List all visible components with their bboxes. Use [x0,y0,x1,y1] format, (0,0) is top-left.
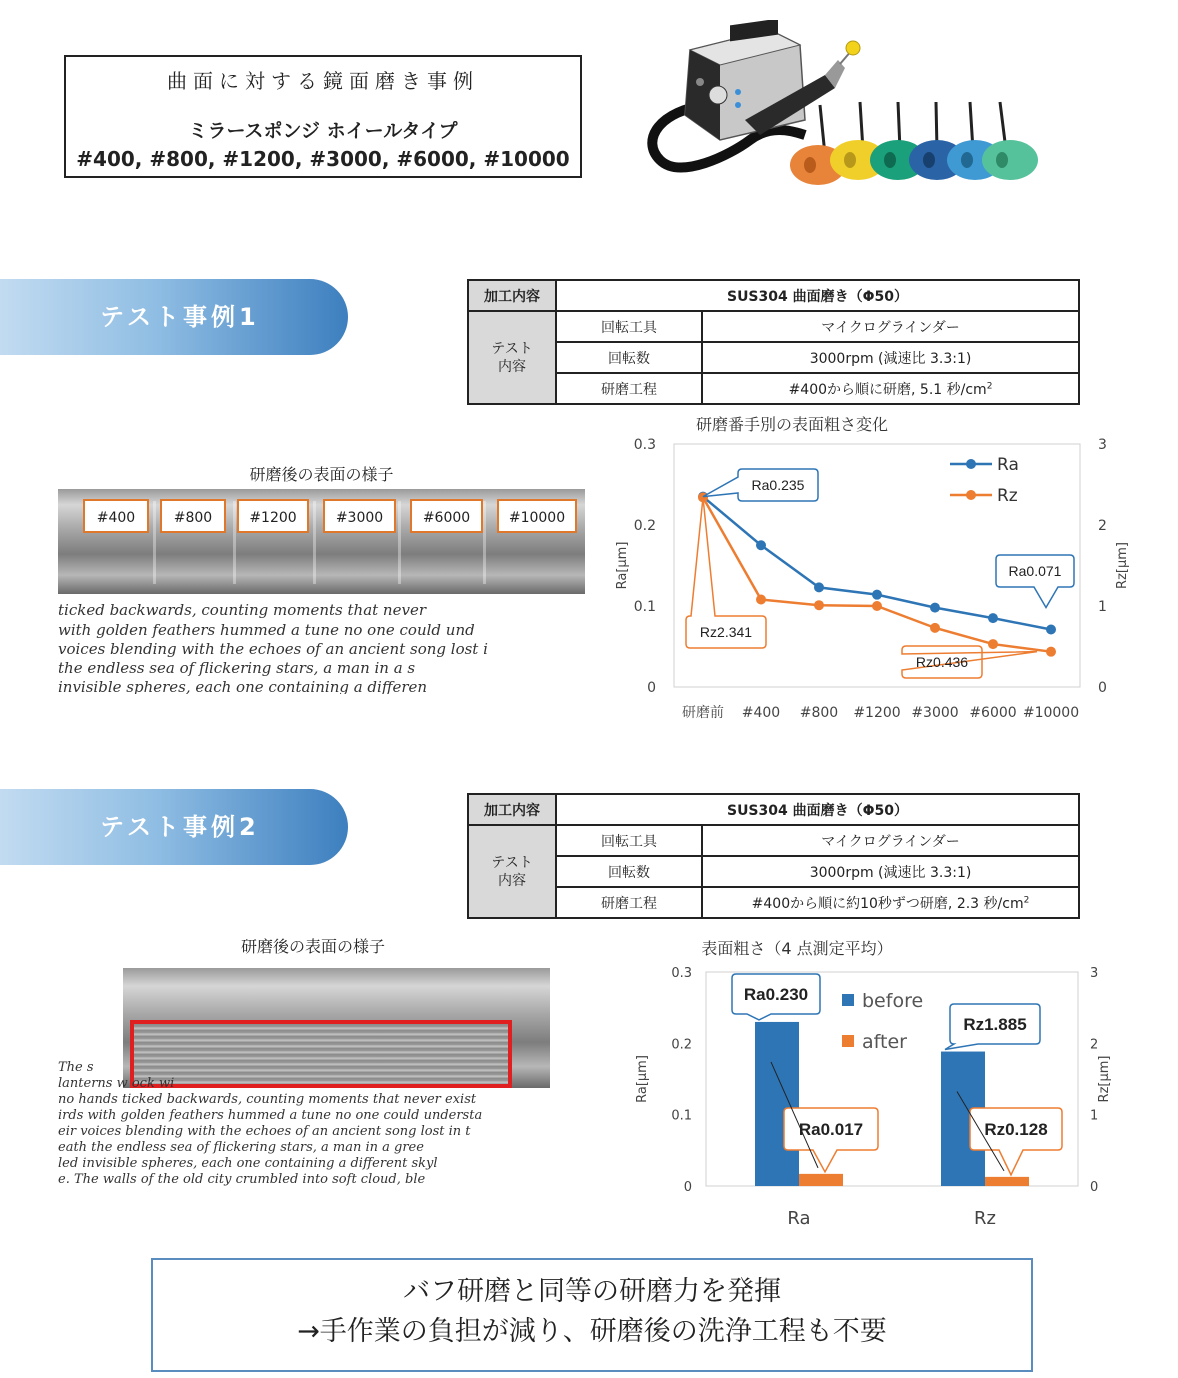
legend-label: Ra [997,455,1019,475]
case2-surface-photo [58,968,568,1186]
table-value: #400から順に約10秒ずつ研磨, 2.3 秒$/cm^2$ [702,887,1079,918]
y-tick-label: 0.2 [633,518,656,534]
table-key: 回転工具 [556,825,702,856]
x-tick-label: #6000 [969,705,1017,721]
data-point-Ra [814,582,824,592]
table-group-label: テスト 内容 [468,311,556,404]
callout-label: Ra0.235 [751,477,805,494]
y2-tick-label: 3 [1090,966,1099,981]
title-box [64,55,582,178]
table-key: 研磨工程 [556,887,702,918]
roughness-line-chart [600,410,1160,730]
legend-marker [966,490,976,500]
data-point-Rz [756,595,766,605]
callout-label: Rz1.885 [963,1015,1027,1035]
photo-text-line: lanterns w ock wi [58,1076,175,1091]
legend-marker [966,459,976,469]
x-tick-label: Rz [974,1208,996,1229]
conclusion-line-1: バフ研磨と同等の研磨力を発揮 [403,1276,781,1307]
x-tick-label: Ra [787,1208,811,1229]
case1-photo-caption: 研磨後の表面の様子 [249,465,394,484]
y-tick-label: 0.3 [671,966,692,981]
legend-swatch [842,1035,854,1047]
callout-label: Rz2.341 [699,624,753,641]
x-tick-label: 研磨前 [682,705,724,721]
bar-after [985,1177,1029,1186]
data-point-Ra [988,613,998,623]
data-point-Ra [872,590,882,600]
photo-text-line: the endless sea of flickering stars, a man in a s [58,659,416,677]
y2-tick-label: 0 [1098,680,1107,696]
photo-text-line: e. The walls of the old city crumbled into soft cloud, ble [58,1172,426,1186]
legend-label: Rz [997,486,1018,506]
photo-text-line: no hands ticked backwards, counting moments that never exist [58,1092,477,1107]
table-key: 回転工具 [556,311,702,342]
table-value: #400から順に研磨, 5.1 秒$/cm^2$ [702,373,1079,404]
y-tick-label: 0 [683,1180,692,1195]
table-header-value: SUS304 曲面磨き（Φ50） [556,280,1079,311]
conclusion-box [151,1258,1033,1372]
table-group-label: テスト 内容 [468,825,556,918]
grit-label: #6000 [410,499,483,533]
grit-list: #400, #800, #1200, #3000, #6000, #10000 [76,147,570,171]
grit-label: #10000 [497,499,577,533]
table-key: 研磨工程 [556,373,702,404]
data-point-Ra [1046,624,1056,634]
case2-banner: テスト事例2 [0,789,348,865]
data-point-Rz [814,600,824,610]
photo-text-line: eir voices blending with the echoes of an ancient song lost in t [58,1124,471,1139]
y-tick-label: 0.1 [671,1108,692,1124]
data-point-Rz [872,601,882,611]
y2-axis-label: Rz[μm] [1097,1055,1112,1103]
photo-text-line: with golden feathers hummed a tune no one could und [58,621,475,639]
x-tick-label: #3000 [911,705,959,721]
table-value: マイクログラインダー [702,825,1079,856]
grit-label: #800 [160,499,226,533]
callout-label: Rz0.128 [984,1120,1048,1140]
y2-tick-label: 1 [1098,599,1107,615]
table-value: 3000rpm (減速比 3.3:1) [702,342,1079,373]
y2-tick-label: 1 [1090,1108,1099,1124]
table-header-label: 加工内容 [468,280,556,311]
y2-tick-label: 3 [1098,437,1107,453]
y-axis-label: Ra[μm] [615,541,630,590]
y-tick-label: 0.1 [633,599,656,615]
x-tick-label: #400 [741,705,781,721]
grinder-product-illustration [640,20,1050,190]
legend-swatch [842,994,854,1006]
data-point-Ra [930,603,940,613]
grit-label: #400 [83,499,149,533]
case2-spec-table [467,793,1080,919]
chart-title: 研磨番手別の表面粗さ変化 [695,415,889,434]
legend-label: before [862,990,924,1012]
photo-text-line: voices blending with the echoes of an ancient song lost i [58,640,488,658]
photo-text-line: invisible spheres, each one containing a differen [58,678,428,694]
callout-label: Ra0.071 [1008,563,1062,580]
table-header-value: SUS304 曲面磨き（Φ50） [556,794,1079,825]
table-header-label: 加工内容 [468,794,556,825]
table-value: 3000rpm (減速比 3.3:1) [702,856,1079,887]
photo-text-line: irds with golden feathers hummed a tune no one could understa [58,1108,483,1123]
data-point-Rz [1046,647,1056,657]
x-tick-label: #1200 [853,705,901,721]
data-point-Rz [988,639,998,649]
bar-before [755,1022,799,1186]
photo-text-line: led invisible spheres, each one containing a different skyl [58,1156,438,1171]
roughness-bar-chart [620,930,1160,1240]
chart-title: 表面粗さ（4 点測定平均） [701,939,893,958]
page-title: 曲面に対する鏡面磨き事例 [167,69,479,93]
y-tick-label: 0 [647,680,656,696]
y-axis-label: Ra[μm] [635,1055,650,1103]
photo-text-line: ticked backwards, counting moments that never [58,601,426,619]
y-tick-label: 0.3 [633,437,656,453]
y-tick-label: 0.2 [671,1037,692,1053]
x-tick-label: #800 [799,705,839,721]
table-key: 回転数 [556,342,702,373]
case1-surface-photo [58,489,585,694]
table-key: 回転数 [556,856,702,887]
legend-label: after [862,1031,907,1053]
y2-axis-label: Rz[μm] [1115,542,1130,589]
y2-tick-label: 0 [1090,1180,1099,1195]
callout-label: Rz0.436 [915,654,969,671]
callout-label: Ra0.017 [798,1120,864,1140]
bar-after [799,1174,843,1186]
sponge-wheels [790,102,1038,185]
y2-tick-label: 2 [1090,1037,1099,1053]
photo-text-line: The s [58,1060,94,1075]
x-tick-label: #10000 [1022,705,1080,721]
data-point-Rz [930,623,940,633]
callout-label: Ra0.230 [743,985,809,1005]
conclusion-line-2: →手作業の負担が減り、研磨後の洗浄工程も不要 [297,1316,887,1347]
case2-photo-caption: 研磨後の表面の様子 [240,937,385,956]
photo-text-line: eath the endless sea of flickering stars, a man in a gree [58,1140,424,1155]
case1-spec-table [467,279,1080,405]
data-point-Ra [756,540,766,550]
product-name: ミラースポンジ ホイールタイプ [188,120,458,142]
table-value: マイクログラインダー [702,311,1079,342]
y2-tick-label: 2 [1098,518,1107,534]
case1-banner: テスト事例1 [0,279,348,355]
grit-label: #1200 [237,499,309,533]
grit-label: #3000 [323,499,396,533]
